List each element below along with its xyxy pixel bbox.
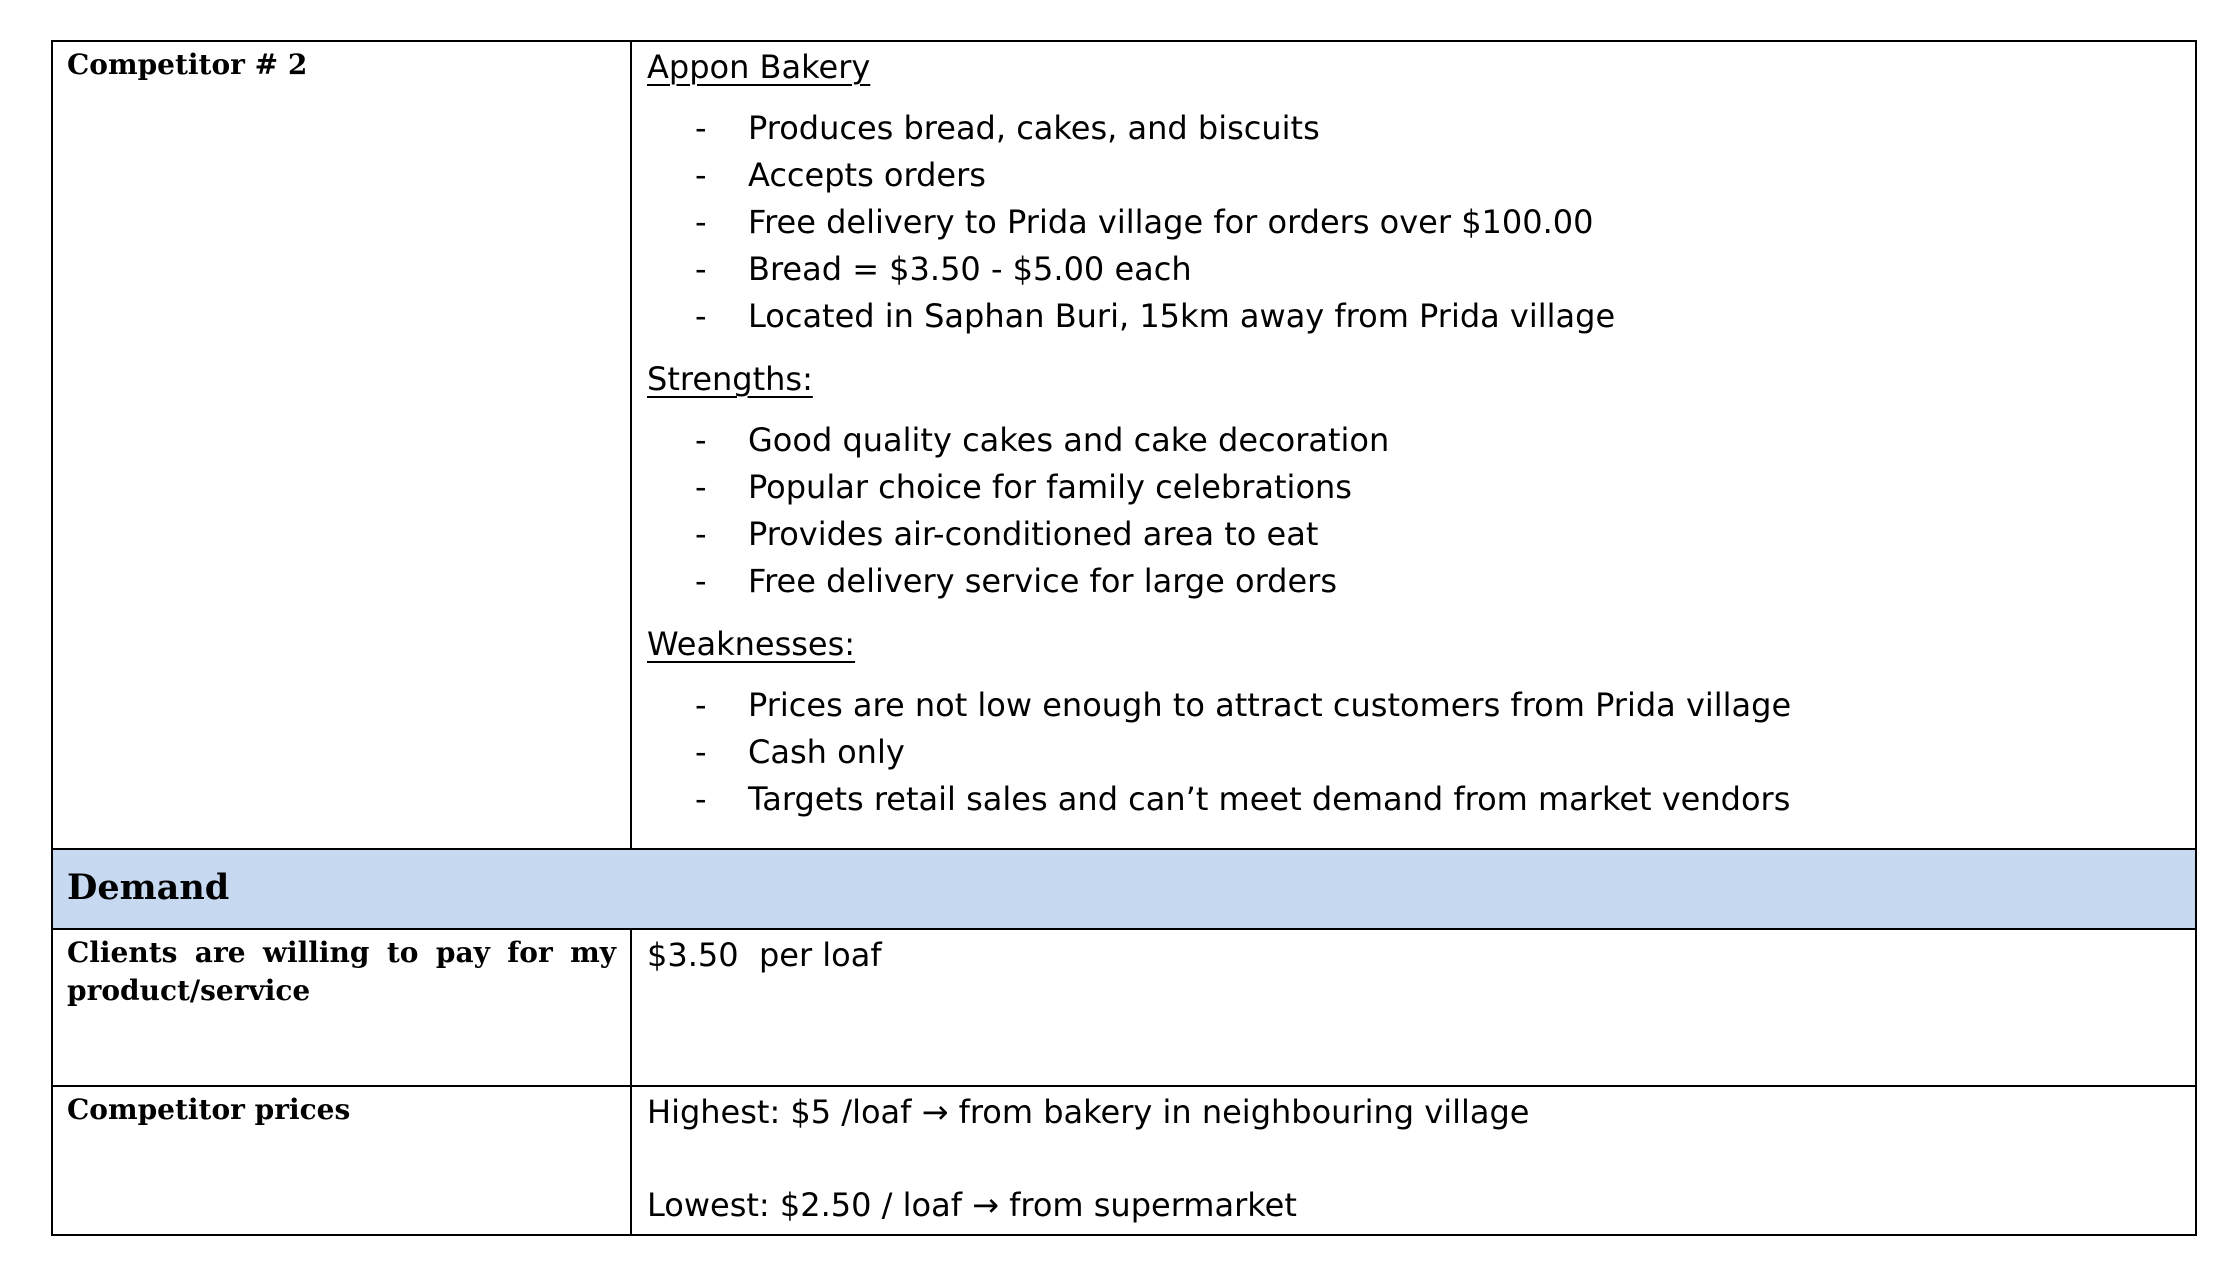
list-item <box>647 293 2181 340</box>
highest-price: Highest: $5 /loaf → from bakery in neighbouring village <box>647 1093 1530 1131</box>
competitor-label-cell <box>52 41 631 849</box>
bullet-dash: - <box>695 562 707 600</box>
list-item <box>647 511 2181 558</box>
bullet-dash: - <box>695 297 707 335</box>
willing-to-pay-label: Clients are willing to pay for my product/service <box>52 929 631 1086</box>
strength-text: Popular choice for family celebrations <box>748 468 1352 506</box>
list-item <box>647 558 2181 605</box>
fact-text: Accepts orders <box>748 156 986 194</box>
competitor-row <box>52 41 2196 849</box>
bullet-dash: - <box>695 515 707 553</box>
competitor-facts-list <box>647 105 2181 340</box>
bullet-dash: - <box>695 156 707 194</box>
willing-to-pay-row <box>52 929 2196 1086</box>
bullet-dash: - <box>695 250 707 288</box>
strengths-list <box>647 417 2181 605</box>
bullet-dash: - <box>695 686 707 724</box>
weakness-text: Targets retail sales and can’t meet demand from market vendors <box>748 780 1791 818</box>
fact-text: Located in Saphan Buri, 15km away from Prida village <box>748 297 1616 335</box>
competitor-prices-row <box>52 1086 2196 1235</box>
bullet-dash: - <box>695 468 707 506</box>
demand-heading: Demand <box>52 849 2196 929</box>
bullet-dash: - <box>695 780 707 818</box>
lowest-price: Lowest: $2.50 / loaf → from supermarket <box>647 1186 1297 1224</box>
list-item <box>647 199 2181 246</box>
list-item <box>647 776 2181 823</box>
list-item <box>647 417 2181 464</box>
competitor-details-cell <box>631 41 2196 849</box>
list-item <box>647 152 2181 199</box>
list-item <box>647 464 2181 511</box>
competitor-label: Competitor # 2 <box>67 48 308 81</box>
competitor-prices-cell <box>631 1086 2196 1235</box>
competitor-prices-label: Competitor prices <box>52 1086 631 1235</box>
bullet-dash: - <box>695 421 707 459</box>
fact-text: Produces bread, cakes, and biscuits <box>748 109 1320 147</box>
strengths-heading: Strengths: <box>647 360 813 398</box>
bullet-dash: - <box>695 109 707 147</box>
list-item <box>647 105 2181 152</box>
demand-heading-row <box>52 849 2196 929</box>
weakness-text: Prices are not low enough to attract customers from Prida village <box>748 686 1792 724</box>
willing-to-pay-cell <box>631 929 2196 1086</box>
bullet-dash: - <box>695 733 707 771</box>
list-item <box>647 246 2181 293</box>
strength-text: Good quality cakes and cake decoration <box>748 421 1390 459</box>
fact-text: Bread = $3.50 - $5.00 each <box>748 250 1192 288</box>
weakness-text: Cash only <box>748 733 905 771</box>
list-item <box>647 729 2181 776</box>
competitor-demand-table <box>51 40 2197 1236</box>
bullet-dash: - <box>695 203 707 241</box>
willing-to-pay-value: $3.50 per loaf <box>647 936 882 974</box>
competitor-name: Appon Bakery <box>647 48 871 86</box>
fact-text: Free delivery to Prida village for orders over $100.00 <box>748 203 1594 241</box>
weaknesses-list <box>647 682 2181 823</box>
list-item <box>647 682 2181 729</box>
strength-text: Provides air-conditioned area to eat <box>748 515 1319 553</box>
spacer <box>647 1136 2181 1182</box>
strength-text: Free delivery service for large orders <box>748 562 1337 600</box>
weaknesses-heading: Weaknesses: <box>647 625 856 663</box>
